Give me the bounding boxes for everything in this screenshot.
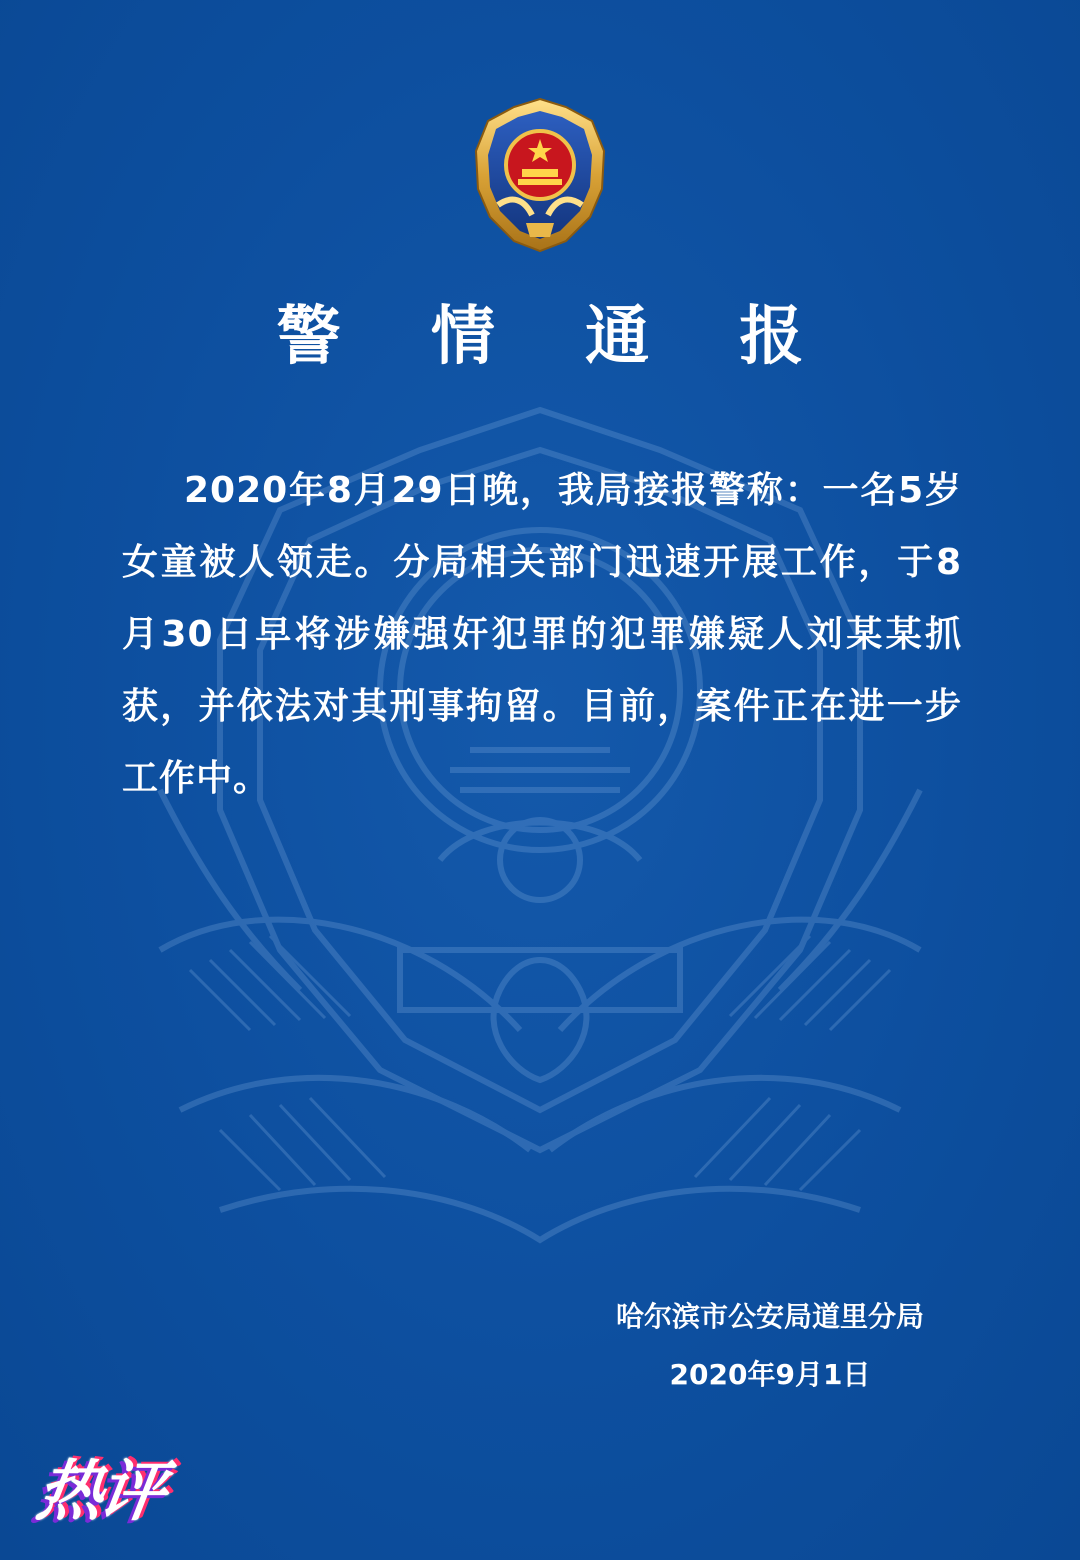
brand-logo-text: 热评 bbox=[31, 1453, 167, 1530]
brand-logo bbox=[28, 1438, 188, 1530]
notice-body: 2020年8月29日晚，我局接报警称：一名5岁女童被人领走。分局相关部门迅速开展工作，于8月30日早将涉嫌强奸犯罪的犯罪嫌疑人刘某某抓获，并依法对其刑事拘留。目前，案件正在进一步工作中。 bbox=[122, 470, 962, 799]
issuer-name: 哈尔滨市公安局道里分局 bbox=[615, 1300, 924, 1333]
notice-title: 警 情 通 报 bbox=[276, 300, 838, 374]
police-badge-icon bbox=[462, 95, 618, 255]
issue-date: 2020年9月1日 bbox=[669, 1358, 871, 1391]
notice-signature bbox=[560, 1288, 980, 1404]
